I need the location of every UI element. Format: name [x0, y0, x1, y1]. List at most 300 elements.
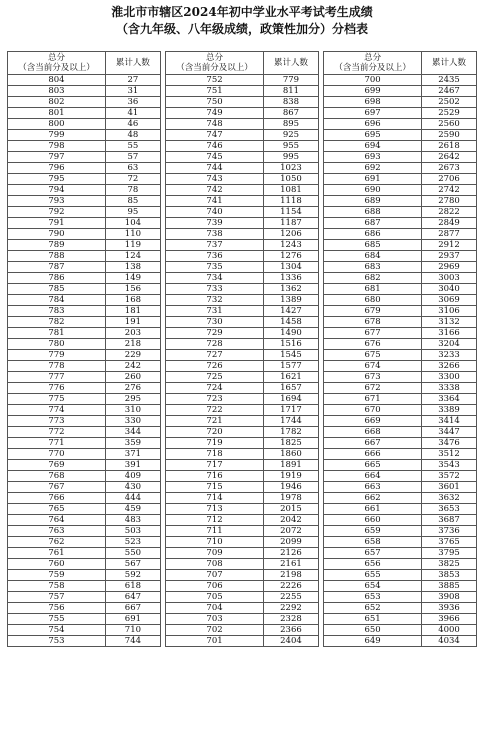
score-cell: 718 [166, 449, 264, 460]
table-row [8, 460, 477, 471]
count-cell: 203 [105, 328, 160, 339]
table-row [8, 515, 477, 526]
score-cell: 654 [324, 581, 422, 592]
count-cell: 925 [264, 130, 319, 141]
count-cell: 3040 [422, 284, 477, 295]
count-cell: 218 [105, 339, 160, 350]
score-header: 总分 （含当前分及以上） [166, 52, 264, 75]
score-cell: 682 [324, 273, 422, 284]
count-cell: 3632 [422, 493, 477, 504]
table-row [8, 240, 477, 251]
count-cell: 3885 [422, 581, 477, 592]
count-cell: 2780 [422, 196, 477, 207]
count-cell: 46 [105, 119, 160, 130]
count-cell: 276 [105, 383, 160, 394]
count-cell: 1206 [264, 229, 319, 240]
count-cell: 2226 [264, 581, 319, 592]
count-cell: 3601 [422, 482, 477, 493]
table-row [8, 163, 477, 174]
count-cell: 3736 [422, 526, 477, 537]
score-cell: 786 [8, 273, 106, 284]
count-cell: 444 [105, 493, 160, 504]
score-cell: 658 [324, 537, 422, 548]
score-cell: 790 [8, 229, 106, 240]
count-cell: 3765 [422, 537, 477, 548]
count-cell: 2467 [422, 86, 477, 97]
count-cell: 1545 [264, 350, 319, 361]
table-row [8, 174, 477, 185]
count-cell: 3166 [422, 328, 477, 339]
count-cell: 3389 [422, 405, 477, 416]
score-cell: 789 [8, 240, 106, 251]
score-cell: 795 [8, 174, 106, 185]
score-cell: 763 [8, 526, 106, 537]
score-cell: 664 [324, 471, 422, 482]
score-cell: 739 [166, 218, 264, 229]
score-header: 总分 （含当前分及以上） [8, 52, 106, 75]
score-cell: 721 [166, 416, 264, 427]
score-cell: 727 [166, 350, 264, 361]
count-cell: 4034 [422, 636, 477, 647]
score-cell: 722 [166, 405, 264, 416]
table-row [8, 97, 477, 108]
table-row [8, 449, 477, 460]
score-cell: 676 [324, 339, 422, 350]
count-cell: 1389 [264, 295, 319, 306]
score-cell: 678 [324, 317, 422, 328]
count-cell: 2590 [422, 130, 477, 141]
score-cell: 657 [324, 548, 422, 559]
score-cell: 748 [166, 119, 264, 130]
table-row [8, 482, 477, 493]
count-cell: 104 [105, 218, 160, 229]
count-cell: 3447 [422, 427, 477, 438]
score-cell: 769 [8, 460, 106, 471]
count-header: 累计人数 [264, 52, 319, 75]
count-cell: 2822 [422, 207, 477, 218]
count-cell: 330 [105, 416, 160, 427]
score-cell: 761 [8, 548, 106, 559]
table-row [8, 614, 477, 625]
count-cell: 391 [105, 460, 160, 471]
score-cell: 788 [8, 251, 106, 262]
score-cell: 754 [8, 625, 106, 636]
count-cell: 2255 [264, 592, 319, 603]
count-cell: 168 [105, 295, 160, 306]
table-row [8, 141, 477, 152]
count-cell: 3338 [422, 383, 477, 394]
count-cell: 3233 [422, 350, 477, 361]
count-cell: 1050 [264, 174, 319, 185]
count-cell: 2015 [264, 504, 319, 515]
table-row [8, 229, 477, 240]
count-cell: 567 [105, 559, 160, 570]
count-cell: 1304 [264, 262, 319, 273]
score-cell: 771 [8, 438, 106, 449]
count-cell: 667 [105, 603, 160, 614]
score-cell: 707 [166, 570, 264, 581]
score-cell: 803 [8, 86, 106, 97]
count-cell: 710 [105, 625, 160, 636]
count-cell: 371 [105, 449, 160, 460]
document-title [0, 0, 484, 40]
score-cell: 783 [8, 306, 106, 317]
score-cell: 685 [324, 240, 422, 251]
score-cell: 732 [166, 295, 264, 306]
score-cell: 804 [8, 75, 106, 86]
count-cell: 78 [105, 185, 160, 196]
score-cell: 675 [324, 350, 422, 361]
score-cell: 794 [8, 185, 106, 196]
count-cell: 72 [105, 174, 160, 185]
count-cell: 41 [105, 108, 160, 119]
score-cell: 699 [324, 86, 422, 97]
count-cell: 955 [264, 141, 319, 152]
score-cell: 696 [324, 119, 422, 130]
count-cell: 3795 [422, 548, 477, 559]
count-cell: 503 [105, 526, 160, 537]
score-cell: 764 [8, 515, 106, 526]
count-cell: 310 [105, 405, 160, 416]
count-cell: 2161 [264, 559, 319, 570]
title-line-1: 淮北市市辖区2024年初中学业水平考试考生成绩 [111, 5, 373, 19]
table-row [8, 504, 477, 515]
score-cell: 766 [8, 493, 106, 504]
count-cell: 2849 [422, 218, 477, 229]
score-cell: 757 [8, 592, 106, 603]
count-cell: 359 [105, 438, 160, 449]
count-cell: 3908 [422, 592, 477, 603]
score-cell: 778 [8, 361, 106, 372]
score-cell: 713 [166, 504, 264, 515]
score-cell: 671 [324, 394, 422, 405]
score-cell: 716 [166, 471, 264, 482]
score-cell: 772 [8, 427, 106, 438]
count-cell: 409 [105, 471, 160, 482]
score-cell: 768 [8, 471, 106, 482]
table-row [8, 284, 477, 295]
count-cell: 191 [105, 317, 160, 328]
count-cell: 3132 [422, 317, 477, 328]
count-cell: 1946 [264, 482, 319, 493]
score-cell: 742 [166, 185, 264, 196]
count-cell: 3853 [422, 570, 477, 581]
count-cell: 2042 [264, 515, 319, 526]
count-cell: 2099 [264, 537, 319, 548]
score-cell: 692 [324, 163, 422, 174]
score-cell: 755 [8, 614, 106, 625]
table-row [8, 559, 477, 570]
score-cell: 723 [166, 394, 264, 405]
count-cell: 1657 [264, 383, 319, 394]
count-cell: 3476 [422, 438, 477, 449]
score-cell: 758 [8, 581, 106, 592]
count-cell: 2198 [264, 570, 319, 581]
table-row [8, 427, 477, 438]
score-cell: 656 [324, 559, 422, 570]
table-row [8, 306, 477, 317]
count-cell: 2937 [422, 251, 477, 262]
table-row [8, 218, 477, 229]
score-cell: 659 [324, 526, 422, 537]
score-cell: 697 [324, 108, 422, 119]
table-row [8, 361, 477, 372]
score-cell: 702 [166, 625, 264, 636]
score-cell: 798 [8, 141, 106, 152]
score-cell: 700 [324, 75, 422, 86]
score-cell: 797 [8, 152, 106, 163]
count-cell: 867 [264, 108, 319, 119]
score-cell: 709 [166, 548, 264, 559]
score-cell: 784 [8, 295, 106, 306]
score-cell: 693 [324, 152, 422, 163]
count-cell: 1362 [264, 284, 319, 295]
table-row [8, 416, 477, 427]
count-cell: 3300 [422, 372, 477, 383]
count-cell: 744 [105, 636, 160, 647]
count-cell: 2642 [422, 152, 477, 163]
table-row [8, 317, 477, 328]
count-cell: 31 [105, 86, 160, 97]
count-cell: 1427 [264, 306, 319, 317]
count-cell: 995 [264, 152, 319, 163]
score-cell: 670 [324, 405, 422, 416]
count-cell: 1336 [264, 273, 319, 284]
score-cell: 743 [166, 174, 264, 185]
score-cell: 799 [8, 130, 106, 141]
count-cell: 119 [105, 240, 160, 251]
count-cell: 138 [105, 262, 160, 273]
score-cell: 746 [166, 141, 264, 152]
count-cell: 36 [105, 97, 160, 108]
count-cell: 647 [105, 592, 160, 603]
score-cell: 701 [166, 636, 264, 647]
count-cell: 181 [105, 306, 160, 317]
score-cell: 690 [324, 185, 422, 196]
score-cell: 744 [166, 163, 264, 174]
score-cell: 705 [166, 592, 264, 603]
score-cell: 728 [166, 339, 264, 350]
table-row [8, 185, 477, 196]
score-cell: 680 [324, 295, 422, 306]
count-cell: 2912 [422, 240, 477, 251]
count-cell: 95 [105, 207, 160, 218]
count-cell: 3687 [422, 515, 477, 526]
table-row [8, 625, 477, 636]
score-cell: 710 [166, 537, 264, 548]
count-cell: 110 [105, 229, 160, 240]
count-cell: 1154 [264, 207, 319, 218]
score-cell: 706 [166, 581, 264, 592]
score-cell: 691 [324, 174, 422, 185]
count-cell: 459 [105, 504, 160, 515]
score-cell: 787 [8, 262, 106, 273]
score-cell: 770 [8, 449, 106, 460]
count-cell: 2404 [264, 636, 319, 647]
score-cell: 681 [324, 284, 422, 295]
count-cell: 3543 [422, 460, 477, 471]
score-cell: 674 [324, 361, 422, 372]
score-cell: 677 [324, 328, 422, 339]
score-cell: 667 [324, 438, 422, 449]
score-cell: 773 [8, 416, 106, 427]
count-cell: 1118 [264, 196, 319, 207]
count-cell: 550 [105, 548, 160, 559]
count-cell: 3512 [422, 449, 477, 460]
score-cell: 762 [8, 537, 106, 548]
count-cell: 55 [105, 141, 160, 152]
count-cell: 1919 [264, 471, 319, 482]
count-cell: 1458 [264, 317, 319, 328]
score-cell: 779 [8, 350, 106, 361]
score-cell: 745 [166, 152, 264, 163]
score-cell: 747 [166, 130, 264, 141]
table-row [8, 394, 477, 405]
table-row [8, 603, 477, 614]
score-cell: 760 [8, 559, 106, 570]
score-cell: 749 [166, 108, 264, 119]
count-cell: 1744 [264, 416, 319, 427]
score-cell: 777 [8, 372, 106, 383]
count-cell: 27 [105, 75, 160, 86]
score-cell: 735 [166, 262, 264, 273]
table-header-row [8, 52, 477, 75]
score-cell: 801 [8, 108, 106, 119]
count-cell: 523 [105, 537, 160, 548]
score-cell: 668 [324, 427, 422, 438]
score-cell: 774 [8, 405, 106, 416]
count-cell: 1621 [264, 372, 319, 383]
score-cell: 687 [324, 218, 422, 229]
count-cell: 691 [105, 614, 160, 625]
count-cell: 430 [105, 482, 160, 493]
score-cell: 717 [166, 460, 264, 471]
score-cell: 679 [324, 306, 422, 317]
table-row [8, 537, 477, 548]
score-cell: 736 [166, 251, 264, 262]
score-cell: 751 [166, 86, 264, 97]
count-cell: 1717 [264, 405, 319, 416]
count-cell: 344 [105, 427, 160, 438]
count-cell: 1276 [264, 251, 319, 262]
count-cell: 811 [264, 86, 319, 97]
score-cell: 715 [166, 482, 264, 493]
count-cell: 124 [105, 251, 160, 262]
table-body [8, 75, 477, 647]
score-cell: 650 [324, 625, 422, 636]
score-cell: 767 [8, 482, 106, 493]
table-row [8, 592, 477, 603]
score-cell: 719 [166, 438, 264, 449]
score-cell: 649 [324, 636, 422, 647]
count-cell: 2072 [264, 526, 319, 537]
table-row [8, 152, 477, 163]
count-cell: 2877 [422, 229, 477, 240]
count-cell: 1825 [264, 438, 319, 449]
table-row [8, 119, 477, 130]
score-cell: 662 [324, 493, 422, 504]
count-cell: 2560 [422, 119, 477, 130]
table-row [8, 636, 477, 647]
score-cell: 673 [324, 372, 422, 383]
count-cell: 1860 [264, 449, 319, 460]
score-cell: 737 [166, 240, 264, 251]
score-cell: 792 [8, 207, 106, 218]
count-cell: 2126 [264, 548, 319, 559]
count-cell: 1978 [264, 493, 319, 504]
score-cell: 704 [166, 603, 264, 614]
table-row [8, 108, 477, 119]
count-cell: 3106 [422, 306, 477, 317]
count-cell: 1516 [264, 339, 319, 350]
count-cell: 156 [105, 284, 160, 295]
score-cell: 714 [166, 493, 264, 504]
score-cell: 752 [166, 75, 264, 86]
score-cell: 665 [324, 460, 422, 471]
score-cell: 663 [324, 482, 422, 493]
title-line-2: （含九年级、八年级成绩，政策性加分）分档表 [115, 22, 368, 36]
score-cell: 738 [166, 229, 264, 240]
score-cell: 726 [166, 361, 264, 372]
score-cell: 785 [8, 284, 106, 295]
count-cell: 63 [105, 163, 160, 174]
count-cell: 3364 [422, 394, 477, 405]
count-header: 累计人数 [422, 52, 477, 75]
score-cell: 694 [324, 141, 422, 152]
score-cell: 800 [8, 119, 106, 130]
count-cell: 1490 [264, 328, 319, 339]
score-cell: 683 [324, 262, 422, 273]
count-cell: 2328 [264, 614, 319, 625]
count-cell: 229 [105, 350, 160, 361]
score-cell: 781 [8, 328, 106, 339]
score-cell: 775 [8, 394, 106, 405]
count-cell: 2706 [422, 174, 477, 185]
score-cell: 689 [324, 196, 422, 207]
count-cell: 1081 [264, 185, 319, 196]
score-cell: 672 [324, 383, 422, 394]
count-cell: 48 [105, 130, 160, 141]
count-cell: 3069 [422, 295, 477, 306]
score-cell: 782 [8, 317, 106, 328]
score-cell: 703 [166, 614, 264, 625]
table-row [8, 75, 477, 86]
table-row [8, 196, 477, 207]
count-cell: 592 [105, 570, 160, 581]
count-cell: 838 [264, 97, 319, 108]
score-cell: 651 [324, 614, 422, 625]
table-row [8, 130, 477, 141]
count-cell: 295 [105, 394, 160, 405]
count-cell: 2742 [422, 185, 477, 196]
score-cell: 796 [8, 163, 106, 174]
score-cell: 688 [324, 207, 422, 218]
count-cell: 2529 [422, 108, 477, 119]
table-row [8, 570, 477, 581]
table-row [8, 262, 477, 273]
score-cell: 711 [166, 526, 264, 537]
table-row [8, 86, 477, 97]
count-cell: 2618 [422, 141, 477, 152]
count-cell: 3825 [422, 559, 477, 570]
count-cell: 3003 [422, 273, 477, 284]
count-cell: 1891 [264, 460, 319, 471]
score-cell: 753 [8, 636, 106, 647]
score-cell: 729 [166, 328, 264, 339]
count-header: 累计人数 [105, 52, 160, 75]
count-cell: 260 [105, 372, 160, 383]
count-cell: 2292 [264, 603, 319, 614]
